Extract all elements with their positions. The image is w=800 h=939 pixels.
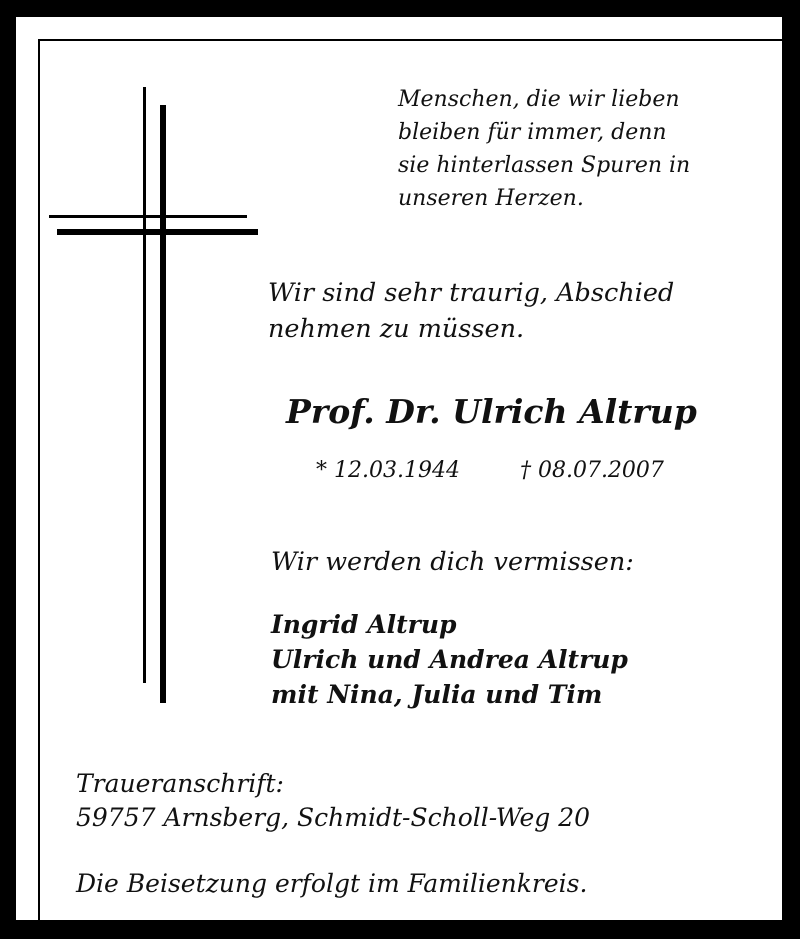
family-signatures [271,607,628,712]
death-date: † 08.07.2007 [519,458,664,483]
quote-line: sie hinterlassen Spuren in [398,153,691,178]
family-line: Ulrich und Andrea Altrup [271,645,628,674]
intro-line: Wir sind sehr traurig, Abschied [268,278,675,308]
cross-vertical-thin [143,87,146,683]
memorial-quote [398,83,690,215]
quote-line: unseren Herzen. [398,186,584,211]
quote-line: Menschen, die wir lieben [398,87,680,112]
life-dates [316,458,664,483]
intro-text [268,275,674,347]
family-line: mit Nina, Julia und Tim [271,680,603,709]
family-line: Ingrid Altrup [271,610,457,639]
notice-panel [16,17,782,920]
deceased-name: Prof. Dr. Ulrich Altrup [286,392,697,431]
burial-note: Die Beisetzung erfolgt im Familienkreis. [76,869,588,898]
cross-horizontal-thin [49,215,247,218]
intro-line: nehmen zu müssen. [268,314,525,344]
quote-line: bleiben für immer, denn [398,120,667,145]
address-label: Traueranschrift: [76,769,284,798]
miss-text: Wir werden dich vermissen: [271,547,634,577]
address-line: 59757 Arnsberg, Schmidt-Scholl-Weg 20 [76,803,591,832]
mourning-address [76,767,590,835]
birth-date: * 12.03.1944 [316,458,460,483]
cross-horizontal-thick [57,229,258,235]
cross-vertical-thick [160,105,166,703]
